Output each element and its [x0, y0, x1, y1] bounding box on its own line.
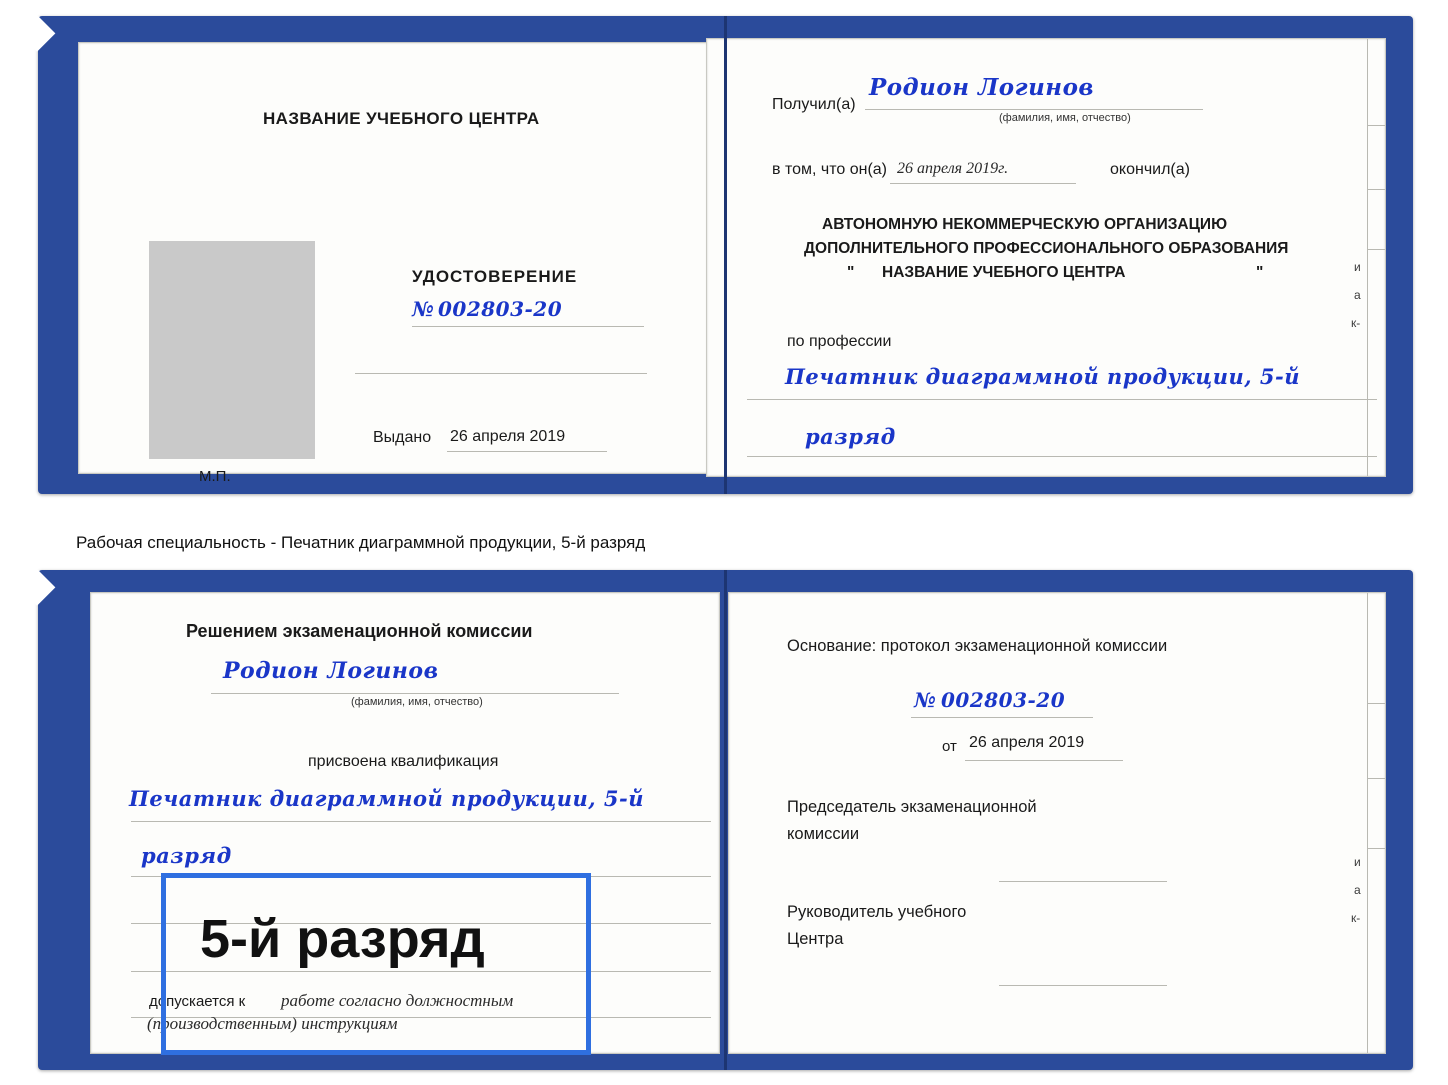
- qualification-rule-1: [131, 821, 711, 822]
- protocol-date-rule: [965, 760, 1123, 761]
- qualification-line-2: разряд: [141, 843, 232, 868]
- protocol-number-rule: [911, 717, 1093, 718]
- certificate-top-left-page: [78, 42, 708, 485]
- chairman-line-1: Председатель экзаменационной: [787, 798, 1037, 816]
- head-line-1: Руководитель учебного: [787, 903, 967, 921]
- document-type-label: УДОСТОВЕРЕНИЕ: [412, 267, 578, 286]
- highlight-label: 5-й разряд: [200, 909, 485, 969]
- protocol-number-sign: №: [914, 688, 937, 712]
- holder-name-bottom: Родион Логинов: [223, 658, 439, 684]
- photo-placeholder: [149, 241, 315, 459]
- from-label: от: [942, 738, 957, 755]
- seal-label: М.П.: [199, 468, 231, 485]
- admitted-text-1: работе согласно должностным: [281, 991, 514, 1010]
- blank-line-top-left: [355, 373, 647, 374]
- admitted-text-2: (производственным) инструкциям: [147, 1014, 398, 1033]
- protocol-date: 26 апреля 2019: [969, 734, 1085, 751]
- certificate-number-sign: №: [412, 297, 435, 321]
- holder-name-underline-bottom: [211, 693, 619, 694]
- edge-char-2-bottom: а: [1354, 883, 1361, 897]
- head-signature-rule: [999, 985, 1167, 986]
- org-quote-open: ": [847, 264, 855, 281]
- certificate-top: [38, 16, 1413, 494]
- holder-name-top: Родион Логинов: [869, 74, 1095, 101]
- finish-date: 26 апреля 2019г.: [897, 160, 1009, 177]
- holder-name-underline: [865, 109, 1203, 110]
- cover-notch-bottom: [19, 569, 56, 606]
- org-line-2: ДОПОЛНИТЕЛЬНОГО ПРОФЕССИОНАЛЬНОГО ОБРАЗОВАНИЯ: [804, 240, 1289, 257]
- certificate-top-right-page: [706, 38, 1386, 477]
- name-hint-top: (фамилия, имя, отчество): [999, 112, 1131, 124]
- page-caption: Рабочая специальность - Печатник диаграммной продукции, 5-й разряд: [76, 533, 646, 552]
- cover-notch: [19, 15, 56, 52]
- edge-char-1-top: и: [1354, 260, 1361, 274]
- edge-char-3-bottom: к-: [1351, 911, 1361, 925]
- org-quote-close: ": [1256, 264, 1264, 281]
- chairman-line-2: комиссии: [787, 825, 860, 843]
- right-page-edge-lines-bottom: [729, 593, 1385, 1053]
- that-he-label: в том, что он(а): [772, 161, 887, 178]
- profession-line-1: Печатник диаграммной продукции, 5-й: [785, 364, 1300, 389]
- received-label: Получил(а): [772, 96, 856, 113]
- org-line-1: АВТОНОМНУЮ НЕКОММЕРЧЕСКУЮ ОРГАНИЗАЦИЮ: [822, 216, 1228, 233]
- edge-char-3-top: к-: [1351, 316, 1361, 330]
- profession-line-1-rule: [747, 399, 1377, 400]
- decision-title: Решением экзаменационной комиссии: [186, 621, 533, 641]
- issued-label: Выдано: [373, 429, 432, 446]
- profession-line-2: разряд: [805, 424, 896, 449]
- finished-label: окончил(а): [1110, 161, 1190, 178]
- name-hint-bottom: (фамилия, имя, отчество): [351, 696, 483, 708]
- number-underline: [412, 326, 644, 327]
- assigned-label: присвоена квалификация: [308, 753, 499, 770]
- certificate-bottom-right-page: [728, 592, 1386, 1054]
- profession-label: по профессии: [787, 333, 892, 350]
- basis-label: Основание: протокол экзаменационной комиссии: [787, 637, 1168, 655]
- finish-date-underline: [890, 183, 1076, 184]
- qualification-line-1: Печатник диаграммной продукции, 5-й: [129, 786, 644, 811]
- chairman-signature-rule: [999, 881, 1167, 882]
- org-line-3: НАЗВАНИЕ УЧЕБНОГО ЦЕНТРА: [882, 264, 1126, 281]
- issued-date: 26 апреля 2019: [450, 428, 566, 445]
- admitted-label: допускается к: [149, 993, 246, 1010]
- org-title-top: НАЗВАНИЕ УЧЕБНОГО ЦЕНТРА: [263, 109, 540, 128]
- edge-char-2-top: а: [1354, 288, 1361, 302]
- edge-char-1-bottom: и: [1354, 855, 1361, 869]
- profession-line-2-rule: [747, 456, 1377, 457]
- issued-underline: [447, 451, 607, 452]
- certificate-number-value: 002803-20: [438, 297, 563, 321]
- head-line-2: Центра: [787, 930, 844, 948]
- protocol-number-value: 002803-20: [941, 688, 1066, 712]
